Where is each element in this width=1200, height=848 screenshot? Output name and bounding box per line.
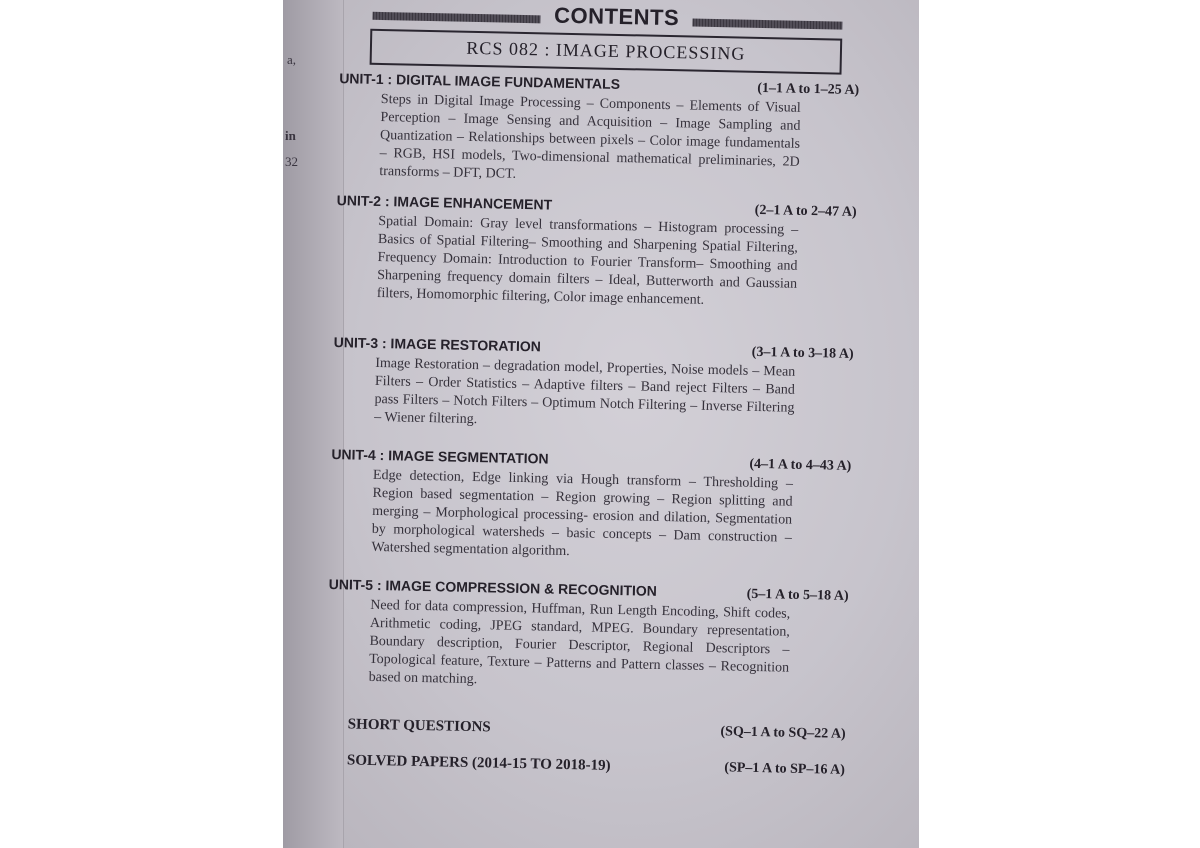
- contents-page: [323, 0, 901, 848]
- subject-box: RCS 082 : IMAGE PROCESSING: [370, 29, 843, 75]
- unit-title: UNIT-5 : IMAGE COMPRESSION & RECOGNITION: [328, 576, 658, 599]
- unit-page-range: (5–1 A to 5–18 A): [746, 586, 849, 604]
- short-questions-entry: [348, 716, 846, 746]
- edge-mark: 32: [285, 154, 298, 169]
- unit-description: Need for data compression, Huffman, Run Length Encoding, Shift codes, Arithmetic coding, JPEG standard, MPEG. Boundary representation, Boundary description, Fourier Descriptor, Regional Descriptors – Topological feature, Texture – Patterns and Pattern classes – Recognition based on matching.: [368, 597, 791, 688]
- unit-description: Spatial Domain: Gray level transformations – Histogram processing – Basics of Spatial Filtering– Smoothing and Sharpening Spatial Filtering, Frequency Domain: Introduction to Fourier Transform– Smoothing and Sharpening frequency domain filters – Ideal, Butterworth and Gaussian filters, Homomorphic filtering, Color image enhancement.: [376, 213, 799, 308]
- unit-page-range: (1–1 A to 1–25 A): [757, 80, 860, 99]
- solved-papers-entry: [347, 752, 845, 782]
- unit-4: [329, 446, 851, 567]
- unit-5: [327, 576, 849, 697]
- unit-page-range: (4–1 A to 4–43 A): [749, 456, 852, 474]
- contents-title: CONTENTS: [553, 2, 680, 31]
- unit-2: [335, 192, 857, 313]
- unit-page-range: (2–1 A to 2–47 A): [754, 202, 857, 220]
- edge-mark: in: [285, 128, 296, 143]
- unit-description: Steps in Digital Image Processing – Components – Elements of Visual Perception – Image Sensing and Acquisition – Image Sampling and Quantization – Relationships between pixels – Color image fundamentals – RGB, HSI models, Two-dimensional mathematical preliminaries, 2D transforms – DFT, DCT.: [379, 91, 801, 182]
- header-rule-left: [373, 12, 541, 24]
- short-questions-range: (SQ–1 A to SQ–22 A): [720, 724, 846, 742]
- unit-title: UNIT-3 : IMAGE RESTORATION: [333, 334, 542, 355]
- document-photo: [283, 0, 919, 848]
- unit-title: UNIT-2 : IMAGE ENHANCEMENT: [336, 192, 553, 213]
- unit-3: [332, 334, 854, 437]
- unit-1: [337, 70, 859, 191]
- unit-description: Image Restoration – degradation model, Properties, Noise models – Mean Filters – Order Statistics – Adaptive filters – Band reject Filters – Band pass Filters – Notch Filters – Optimum Notch Filtering – Inverse Filtering – Wiener filtering.: [374, 355, 796, 428]
- edge-mark: a,: [287, 52, 297, 67]
- header-rule-right: [692, 19, 842, 30]
- unit-page-range: (3–1 A to 3–18 A): [751, 344, 854, 362]
- solved-papers-range: (SP–1 A to SP–16 A): [724, 760, 846, 778]
- unit-title: UNIT-1 : DIGITAL IMAGE FUNDAMENTALS: [339, 70, 621, 92]
- unit-title: UNIT-4 : IMAGE SEGMENTATION: [331, 446, 549, 467]
- short-questions-title: SHORT QUESTIONS: [347, 716, 491, 736]
- unit-description: Edge detection, Edge linking via Hough transform – Thresholding – Region based segmentation – Region growing – Region splitting and merging – Morphological processing- erosion and dilation, Segmentation by morphological watersheds – basic concepts – Dam construction – Watershed segmentation algorithm.: [371, 467, 794, 560]
- solved-papers-title: SOLVED PAPERS (2014-15 TO 2018-19): [346, 752, 611, 774]
